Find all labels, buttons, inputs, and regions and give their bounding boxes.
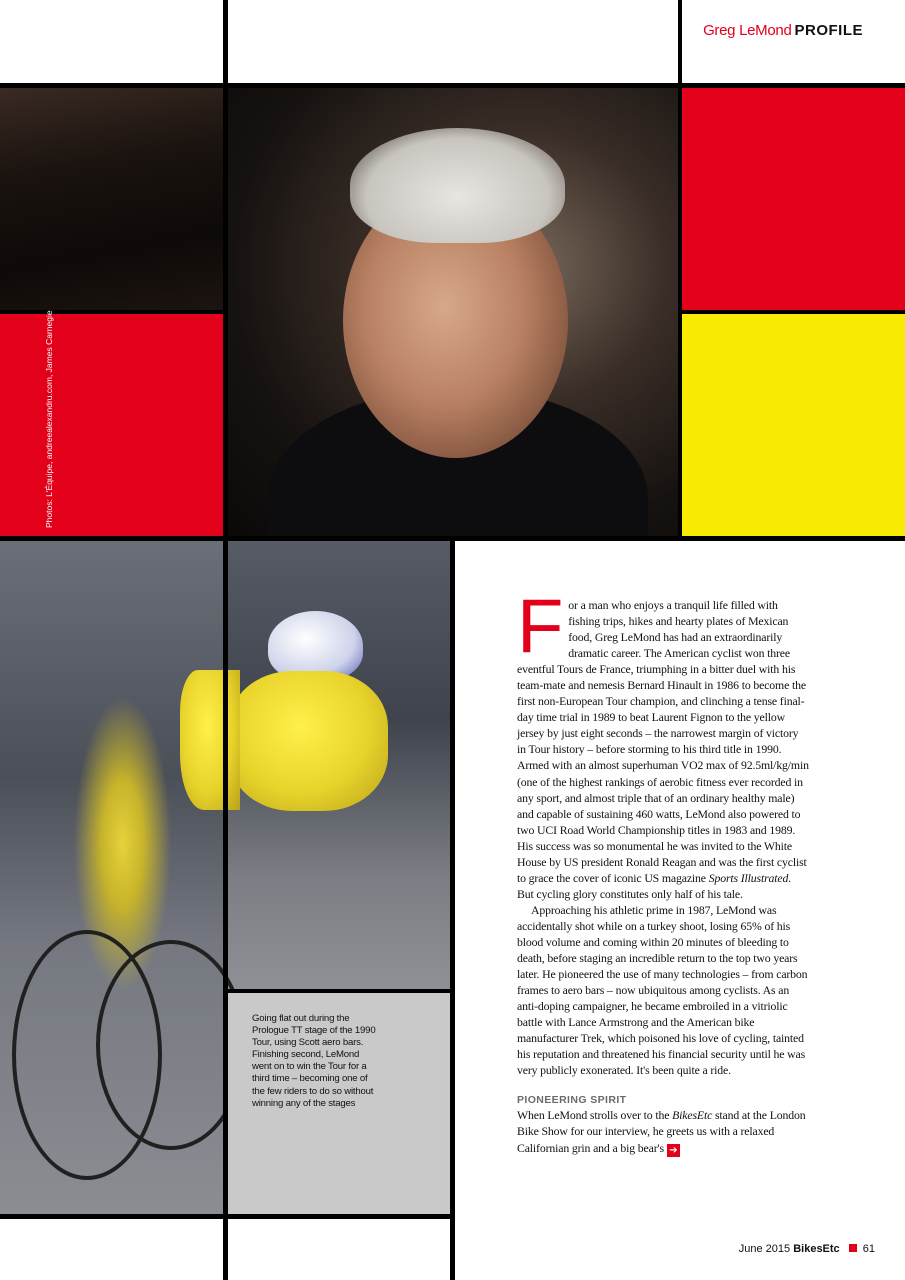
grid-line-h2	[0, 310, 223, 314]
header-name: Greg LeMond	[703, 22, 792, 39]
page-number: 61	[862, 1243, 875, 1255]
grid-line-v2	[678, 0, 682, 541]
grid-line-h4	[0, 536, 905, 541]
front-wheel-left	[12, 930, 162, 1180]
grid-line-v3	[450, 536, 455, 1280]
footer-square-icon	[849, 1244, 857, 1252]
portrait-hair	[350, 128, 565, 243]
rider-jersey-left	[180, 670, 240, 810]
rider-jersey	[228, 671, 388, 811]
grid-line-h1	[0, 83, 905, 88]
portrait-photo-left-panel	[0, 88, 223, 310]
grid-line-v1	[223, 0, 228, 1280]
arrow-right-icon: ➔	[667, 1144, 680, 1157]
header-section: PROFILE	[794, 22, 863, 39]
paragraph-1-intro: or a man who enjoys a tranquil life filled with fishing trips, hikes and hearty plates of Mexican food, Greg LeMond has had an extraordinarily dramatic career. The American cyclist won three eventful Tours de France, triumphing in a bitter duel with his team-mate and nemesis Bernard Hinault in 1986 to become the first non-European Tour champion, and clinching a tense final-day time trial in 1989 to beat Laurent Fignon to the yellow jersey by just eight seconds – the narrowest margin of victory in Tour history – before storming to his third title in 1990. Armed with an almost superhuman VO2 max of 92.5ml/kg/min (one of the highest rankings of aerobic fitness ever recorded in any sport, and almost triple that of an ordinary healthy male) and capable of sustaining 460 watts, LeMond also powered to two UCI Road World Championship titles in 1983 and 1989. His success was so monumental he was invited to the White House by US president Ronald Reagan and was the first cyclist to grace the cover of iconic US magazine	[517, 598, 809, 885]
footer-date: June 2015	[738, 1243, 791, 1255]
bikesetc-italic: BikesEtc	[672, 1108, 713, 1123]
paragraph-1	[517, 584, 809, 902]
portrait-photo	[228, 88, 678, 536]
paragraph-2: Approaching his athletic prime in 1987, LeMond was accidentally shot while on a turkey shoot, losing 65% of his blood volume and coming within 20 minutes of bleeding to death, before staging an incredible return to the top two years later. He pioneered the use of many technologies – from carbon frames to aero bars – now ubiquitous among cyclists. As an anti-doping campaigner, he became embroiled in a vitriolic battle with Lance Armstrong and the American bike manufacturer Trek, which poisoned his love of cycling, tainted his reputation and threatened his financial security until he was very publicly exonerated. It's been quite a ride.	[517, 902, 808, 1078]
subheading: PIONEERING SPIRIT	[517, 1094, 627, 1107]
paragraph-3-end: stand at the London Bike Show for our interview, he greets us with a relaxed Californian grin and a big bear's	[517, 1108, 806, 1155]
grid-line-h6	[0, 1214, 450, 1219]
page-footer	[739, 1243, 875, 1255]
paragraph-1-end: . But cycling glory constitutes only half of his tale.	[517, 870, 792, 901]
red-block-right	[682, 88, 905, 310]
running-header	[703, 22, 863, 39]
article-text-2	[517, 1107, 809, 1156]
yellow-block-right	[682, 314, 905, 536]
drop-cap: F	[517, 584, 564, 669]
grid-line-h5	[228, 989, 450, 993]
red-block-left	[0, 314, 223, 536]
magazine-title: Sports Illustrated	[708, 870, 789, 885]
photo-credit: Photos: L'Équipe, andreealexandru.com, James Carnegie	[44, 310, 54, 528]
article-body	[517, 584, 809, 1157]
paragraph-3	[517, 1107, 809, 1156]
article-text	[517, 584, 809, 1078]
photo-caption: Going flat out during the Prologue TT stage of the 1990 Tour, using Scott aero bars. Finishing second, LeMond went on to win the Tour for a third time – becoming one of the few riders to do so without winning any of the stages	[252, 1013, 376, 1109]
footer-magazine: BikesEtc	[793, 1243, 840, 1255]
race-photo-right	[228, 541, 450, 989]
grid-line-h3	[682, 310, 905, 314]
paragraph-3-start: When LeMond strolls over to the	[517, 1108, 673, 1123]
